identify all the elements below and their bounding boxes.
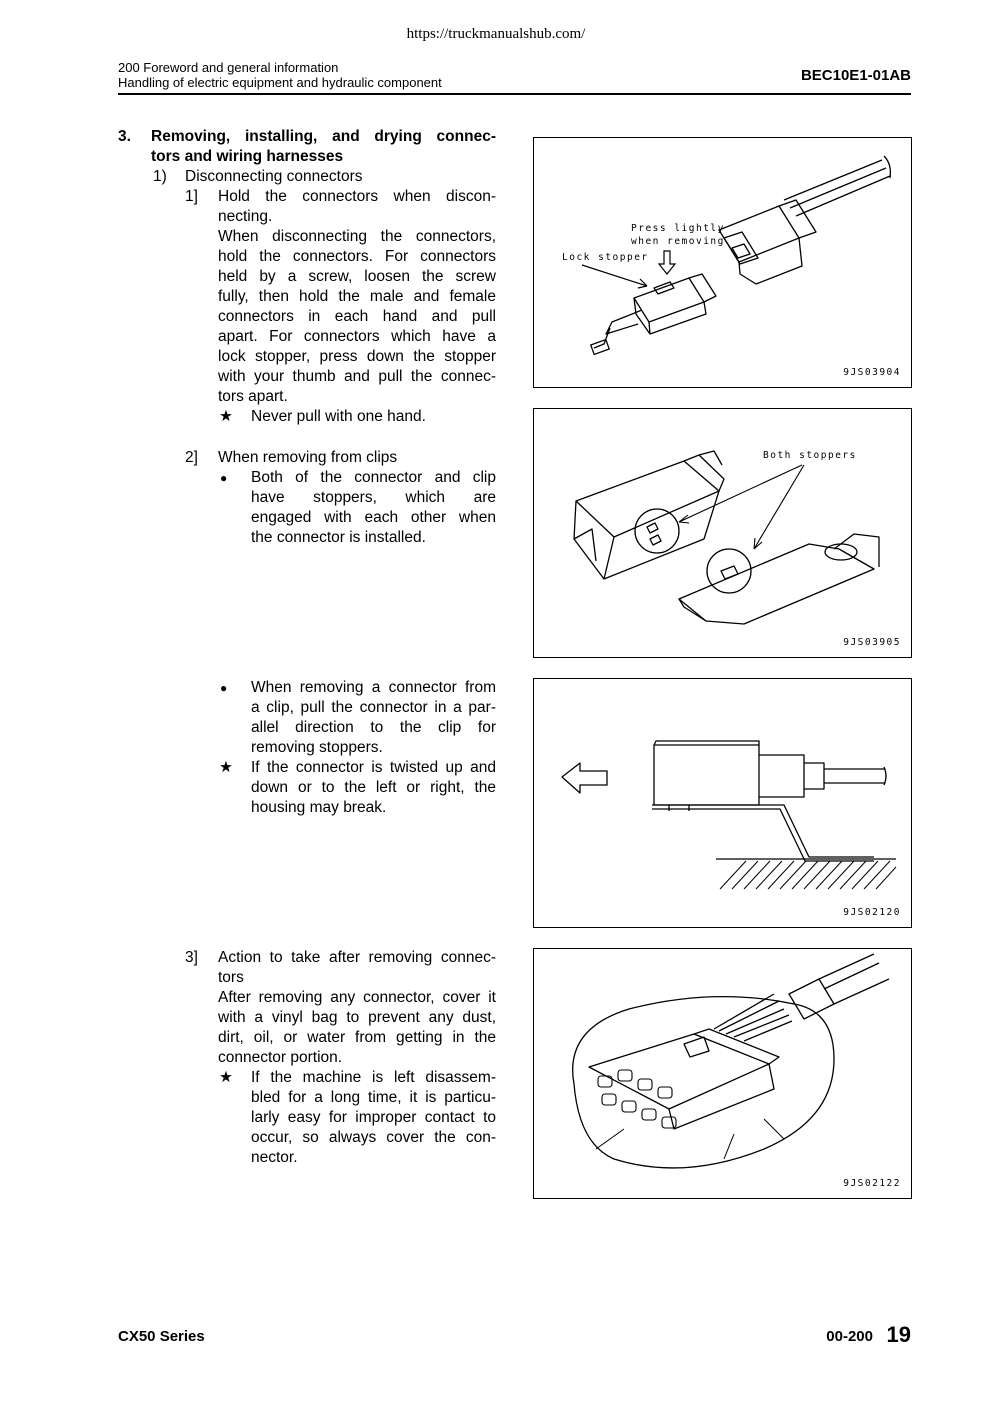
item2-note-line: down or to the left or right, the <box>251 779 496 796</box>
item1-line: hold the connectors. For connectors <box>218 248 496 265</box>
pull-direction-illustration <box>534 679 911 927</box>
section-title-line1: Removing, installing, and drying connec- <box>151 128 496 145</box>
section-number: 3. <box>118 128 131 145</box>
item3-note-line: larly easy for improper contact to <box>251 1109 496 1126</box>
item2-bullet2-line: a clip, pull the connector in a par- <box>251 699 496 716</box>
footer-series: CX50 Series <box>118 1328 205 1345</box>
item3-line: connector portion. <box>218 1049 343 1066</box>
item1-line: Hold the connectors when discon- <box>218 188 496 205</box>
item1-line: When disconnecting the connectors, <box>218 228 496 245</box>
item1-line: lock stopper, press down the stopper <box>218 348 496 365</box>
figure-id: 9JS03905 <box>843 637 901 648</box>
site-url[interactable]: https://truckmanualshub.com/ <box>406 26 586 42</box>
header-doc-code: BEC10E1-01AB <box>800 67 911 84</box>
header-rule <box>118 93 911 95</box>
header-chapter: 200 Foreword and general information <box>118 60 339 75</box>
item2-note-line: housing may break. <box>251 799 387 816</box>
item2-bullet1-line: have stoppers, which are <box>251 489 496 506</box>
star-icon: ★ <box>219 408 233 425</box>
item3-line: dirt, oil, or water from getting in the <box>218 1029 496 1046</box>
item3-line: with a vinyl bag to prevent any dust, <box>218 1009 496 1026</box>
item1-number: 1] <box>185 188 198 205</box>
callout-lock-stopper: Lock stopper <box>562 252 649 263</box>
subsection-title: Disconnecting connectors <box>185 168 363 185</box>
callout-when-removing: when removing <box>631 236 725 247</box>
item3-note-line: occur, so always cover the con- <box>251 1129 496 1146</box>
header-section: Handling of electric equipment and hydraulic component <box>118 75 442 90</box>
item1-line: with your thumb and pull the connec- <box>218 368 496 385</box>
arrow-left-icon <box>562 763 607 793</box>
item1-note: Never pull with one hand. <box>251 408 426 425</box>
item2-bullet1-line: the connector is installed. <box>251 529 426 546</box>
item2-note-line: If the connector is twisted up and <box>251 759 496 776</box>
figure-both-stoppers <box>533 408 912 658</box>
item1-line: fully, then hold the male and female <box>218 288 496 305</box>
item2-bullet2-line: allel direction to the clip for <box>251 719 496 736</box>
figure-id: 9JS03904 <box>843 367 901 378</box>
item3-note-line: If the machine is left disassem- <box>251 1069 496 1086</box>
footer-page-number: 19 <box>886 1322 911 1347</box>
item3-number: 3] <box>185 949 198 966</box>
callout-press-lightly: Press lightly <box>631 223 725 234</box>
figure-pull-direction <box>533 678 912 928</box>
item1-line: necting. <box>218 208 273 225</box>
item1-line: connectors in each hand and pull <box>218 308 496 325</box>
item2-number: 2] <box>185 449 198 466</box>
figure-id: 9JS02120 <box>843 907 901 918</box>
item1-line: held by a screw, loosen the screw <box>218 268 496 285</box>
clip-stopper-illustration <box>534 409 911 657</box>
footer-section: 00-200 <box>826 1328 873 1345</box>
item3-note-line: bled for a long time, it is particu- <box>251 1089 496 1106</box>
covered-connector-illustration <box>534 949 911 1198</box>
star-icon: ★ <box>219 1069 233 1086</box>
item3-note-line: nector. <box>251 1149 298 1166</box>
figure-connector-disconnect <box>533 137 912 388</box>
subsection-number: 1) <box>153 168 167 185</box>
item2-bullet2-line: When removing a connector from <box>251 679 496 696</box>
bullet-icon: ● <box>220 681 228 695</box>
star-icon: ★ <box>219 759 233 776</box>
item3-line: Action to take after removing connec- <box>218 949 496 966</box>
item3-line: tors <box>218 969 244 986</box>
item2-title: When removing from clips <box>218 449 398 466</box>
item2-bullet1-line: Both of the connector and clip <box>251 469 496 486</box>
item2-bullet2-line: removing stoppers. <box>251 739 383 756</box>
item3-line: After removing any connector, cover it <box>218 989 496 1006</box>
callout-both-stoppers: Both stoppers <box>763 450 857 461</box>
bullet-icon: ● <box>220 471 228 485</box>
figure-id: 9JS02122 <box>843 1178 901 1189</box>
item2-bullet1-line: engaged with each other when <box>251 509 496 526</box>
section-title-line2: tors and wiring harnesses <box>151 148 344 165</box>
item1-line: apart. For connectors which have a <box>218 328 496 345</box>
figure-vinyl-bag-cover <box>533 948 912 1199</box>
item1-line: tors apart. <box>218 388 288 405</box>
